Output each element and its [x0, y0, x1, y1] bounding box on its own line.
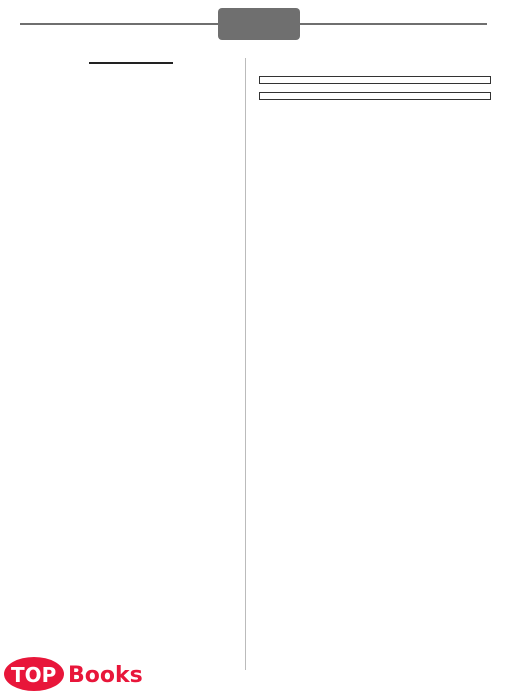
column-divider	[245, 58, 246, 670]
left-column	[14, 62, 240, 130]
svg-text:Books: Books	[68, 663, 143, 688]
essay-2-brief	[259, 92, 491, 100]
subject-title	[89, 62, 173, 64]
svg-text:TOP: TOP	[11, 663, 57, 687]
publisher-logo	[2, 648, 162, 694]
logo-graphic	[2, 648, 162, 694]
right-column	[255, 62, 495, 108]
essay-1-brief	[259, 76, 491, 84]
title-rule-left	[20, 23, 218, 25]
group-a-answers	[14, 76, 240, 112]
title-rule-right	[300, 23, 487, 25]
page-title	[218, 8, 300, 40]
